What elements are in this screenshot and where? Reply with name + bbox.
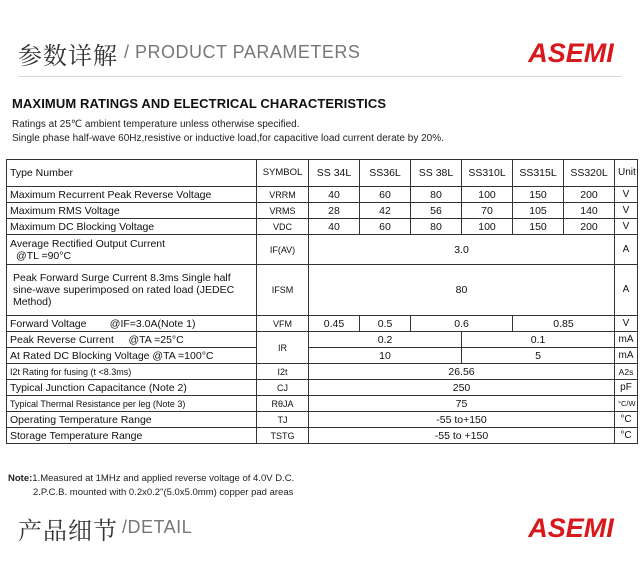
value-cell: 60 [360, 187, 411, 203]
value-cell: 40 [309, 187, 360, 203]
value-cell: 105 [513, 203, 564, 219]
value-cell: 26.56 [309, 364, 615, 380]
param-symbol: IF(AV) [257, 235, 309, 265]
unit-cell: V [615, 187, 638, 203]
table-row [7, 265, 638, 316]
value-cell: -55 to +150 [309, 428, 615, 444]
value-cell: 150 [513, 187, 564, 203]
header-type-number: Type Number [7, 160, 257, 187]
asemi-logo [520, 37, 622, 67]
value-cell: 140 [564, 203, 615, 219]
param-label: Storage Temperature Range [7, 428, 257, 444]
value-cell: 70 [462, 203, 513, 219]
parameters-table [6, 159, 638, 444]
param-label: Typical Thermal Resistance per leg (Note 3) [7, 396, 257, 412]
value-cell: 150 [513, 219, 564, 235]
param-label: Peak Reverse Current @TA =25°C [7, 332, 257, 348]
unit-cell: V [615, 316, 638, 332]
unit-cell: °C [615, 428, 638, 444]
param-label: Forward Voltage @IF=3.0A(Note 1) [7, 316, 257, 332]
param-symbol: RθJA [257, 396, 309, 412]
unit-cell: °C [615, 412, 638, 428]
table-row [7, 396, 638, 412]
unit-cell: A2s [615, 364, 638, 380]
value-cell: 250 [309, 380, 615, 396]
param-label: Maximum Recurrent Peak Reverse Voltage [7, 187, 257, 203]
value-cell: 0.5 [360, 316, 411, 332]
product-detail-header [0, 505, 640, 553]
section-title-en: / PRODUCT PARAMETERS [124, 42, 361, 62]
value-cell: 0.2 [309, 332, 462, 348]
value-cell: 5 [462, 348, 615, 364]
doc-title: MAXIMUM RATINGS AND ELECTRICAL CHARACTERISTICS [12, 96, 387, 111]
value-cell: 10 [309, 348, 462, 364]
value-cell: 40 [309, 219, 360, 235]
value-cell: 100 [462, 187, 513, 203]
header-part: SS36L [360, 160, 411, 187]
param-label: Maximum DC Blocking Voltage [7, 219, 257, 235]
ratings-note: Ratings at 25℃ ambient temperature unless otherwise specified. [12, 119, 300, 130]
load-note: Single phase half-wave 60Hz,resistive or inductive load,for capacitive load current derate by 20%. [12, 133, 444, 144]
param-label: Operating Temperature Range [7, 412, 257, 428]
product-parameters-header [0, 30, 640, 78]
table-row [7, 332, 638, 348]
footnote-2: 2.P.C.B. mounted with 0.2x0.2"(5.0x5.0mm) copper pad areas [33, 487, 294, 498]
param-symbol: IFSM [257, 265, 309, 316]
footnote-1 [8, 473, 294, 484]
value-cell: 28 [309, 203, 360, 219]
unit-cell: A [615, 265, 638, 316]
unit-cell: pF [615, 380, 638, 396]
footnote-prefix: Note: [8, 473, 33, 484]
section-title-cn: 参数详解 [18, 42, 118, 70]
value-cell: 3.0 [309, 235, 615, 265]
value-cell: 56 [411, 203, 462, 219]
header-part: SS 34L [309, 160, 360, 187]
header-divider [18, 76, 622, 77]
unit-cell: A [615, 235, 638, 265]
header-part: SS310L [462, 160, 513, 187]
param-label: At Rated DC Blocking Voltage @TA =100°C [7, 348, 257, 364]
value-cell: 80 [411, 219, 462, 235]
value-cell: 80 [411, 187, 462, 203]
header-part: SS 38L [411, 160, 462, 187]
asemi-logo [520, 512, 622, 542]
value-cell: 100 [462, 219, 513, 235]
param-label: Peak Forward Surge Current 8.3ms Single half sine-wave superimposed on rated load (JEDEC Method) [7, 265, 257, 316]
value-cell: -55 to+150 [309, 412, 615, 428]
header-symbol: SYMBOL [257, 160, 309, 187]
value-cell: 0.45 [309, 316, 360, 332]
value-cell: 60 [360, 219, 411, 235]
table-row [7, 380, 638, 396]
table-row [7, 316, 638, 332]
param-symbol: IR [257, 332, 309, 364]
value-cell: 200 [564, 219, 615, 235]
table-row [7, 428, 638, 444]
header-part: SS320L [564, 160, 615, 187]
value-cell: 0.1 [462, 332, 615, 348]
param-condition: @TL =90°C [16, 249, 72, 262]
header-unit: Unit [615, 160, 638, 187]
table-row [7, 235, 638, 265]
param-symbol: TSTG [257, 428, 309, 444]
table-row [7, 203, 638, 219]
param-symbol: VDC [257, 219, 309, 235]
unit-cell: V [615, 219, 638, 235]
table-row [7, 412, 638, 428]
param-symbol: CJ [257, 380, 309, 396]
param-symbol: TJ [257, 412, 309, 428]
asemi-logo-text: ASEMI [528, 513, 614, 542]
unit-cell: mA [615, 348, 638, 364]
value-cell: 200 [564, 187, 615, 203]
param-label-line: Average Rectified Output Current [10, 237, 166, 250]
unit-cell: V [615, 203, 638, 219]
asemi-logo-text: ASEMI [528, 38, 614, 67]
value-cell: 0.6 [411, 316, 513, 332]
table-row [7, 219, 638, 235]
table-row [7, 348, 638, 364]
param-symbol: VFM [257, 316, 309, 332]
param-label: I2t Rating for fusing (t <8.3ms) [7, 364, 257, 380]
param-symbol: VRRM [257, 187, 309, 203]
section-title-cn: 产品细节 [18, 517, 118, 545]
header-part: SS315L [513, 160, 564, 187]
param-symbol: I2t [257, 364, 309, 380]
value-cell: 80 [309, 265, 615, 316]
param-label [7, 235, 257, 265]
footnote-text: 1.Measured at 1MHz and applied reverse voltage of 4.0V D.C. [32, 473, 295, 484]
table-header-row [7, 160, 638, 187]
value-cell: 0.85 [513, 316, 615, 332]
param-label: Maximum RMS Voltage [7, 203, 257, 219]
unit-cell: mA [615, 332, 638, 348]
param-symbol: VRMS [257, 203, 309, 219]
table-row [7, 364, 638, 380]
param-label: Typical Junction Capacitance (Note 2) [7, 380, 257, 396]
value-cell: 75 [309, 396, 615, 412]
section-title-en: /DETAIL [122, 517, 193, 537]
unit-cell: °C/W [615, 396, 638, 412]
table-row [7, 187, 638, 203]
value-cell: 42 [360, 203, 411, 219]
